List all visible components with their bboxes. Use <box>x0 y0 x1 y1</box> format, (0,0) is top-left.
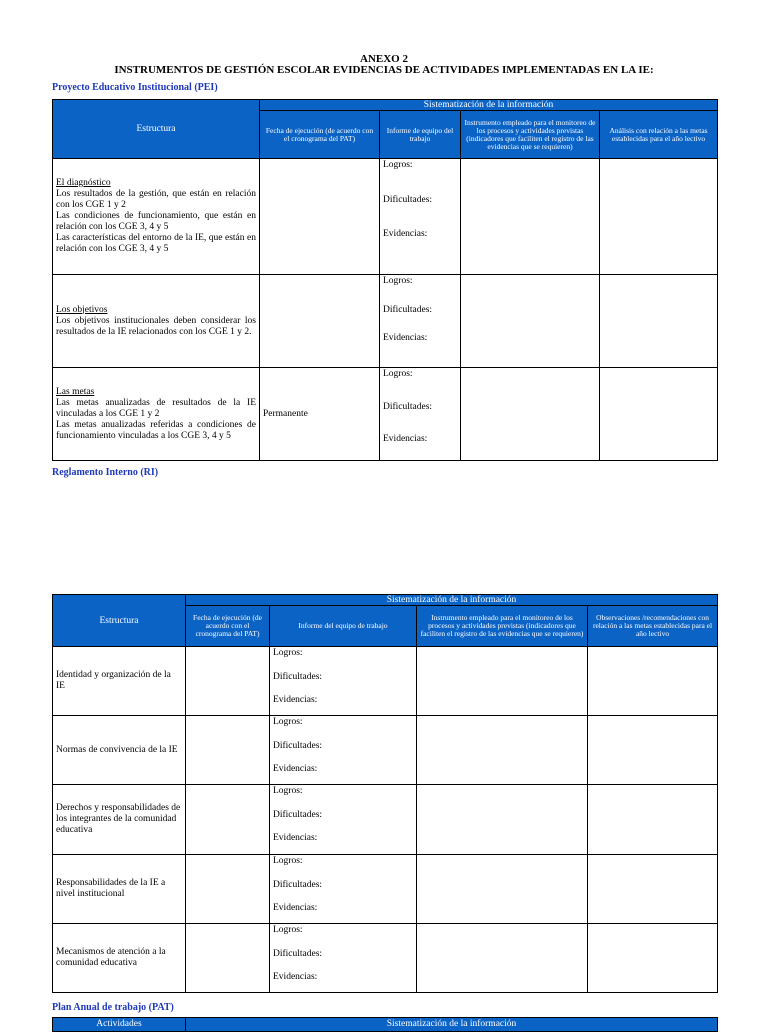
logros-label: Logros: <box>383 160 413 170</box>
pat-table <box>52 1017 718 1032</box>
dificultades-label: Dificultades: <box>273 740 323 751</box>
dificultades-label: Dificultades: <box>273 879 323 890</box>
ri-row-fecha <box>186 855 270 924</box>
pei-row-structure <box>53 275 260 368</box>
pei-row-title: Las metas <box>56 386 95 397</box>
ri-row-fecha <box>186 647 270 716</box>
pei-header-analisis: Análisis con relación a las metas establecidas para el año lectivo <box>600 111 718 159</box>
evidencias-label: Evidencias: <box>383 434 428 444</box>
document-title: INSTRUMENTOS DE GESTIÓN ESCOLAR EVIDENCIAS DE ACTIVIDADES IMPLEMENTADAS EN LA IE: <box>114 64 654 76</box>
pei-row-structure <box>53 159 260 275</box>
pei-row-structure <box>53 368 260 461</box>
table-row <box>53 275 718 368</box>
ri-row-structure: Mecanismos de atención a la comunidad educativa <box>53 924 186 993</box>
pei-row-instrumento <box>461 159 600 275</box>
ri-row-instrumento <box>417 924 588 993</box>
evidencias-label: Evidencias: <box>273 764 318 774</box>
logros-label: Logros: <box>383 369 413 379</box>
pei-row-analisis <box>600 275 718 368</box>
section-ri: Reglamento Interno (RI) <box>52 467 159 478</box>
section-pat: Plan Anual de trabajo (PAT) <box>52 1002 174 1013</box>
dificultades-label: Dificultades: <box>273 671 323 682</box>
ri-header-observaciones: Observaciones /recomendaciones con relación a las metas establecidas para el año lectivo <box>588 606 718 647</box>
pei-row-instrumento <box>461 275 600 368</box>
table-row <box>53 159 718 275</box>
evidencias-label: Evidencias: <box>273 695 318 705</box>
ri-row-observaciones <box>588 647 718 716</box>
ri-row-observaciones <box>588 855 718 924</box>
ri-row-structure: Derechos y responsabilidades de los integrantes de la comunidad educativa <box>53 785 186 855</box>
pei-header-estructura: Estructura <box>53 100 260 159</box>
pei-header-sistematizacion: Sistematización de la información <box>260 100 718 111</box>
pei-row-title: Los objetivos <box>56 304 108 315</box>
table-row <box>53 924 718 993</box>
pei-row-informe <box>380 159 461 275</box>
pei-row-analisis <box>600 159 718 275</box>
pei-header-instrumento: Instrumento empleado para el monitoreo de los procesos y actividades previstas (indicadores que faciliten el registro de las evidencias que se requieren) <box>461 111 600 159</box>
pei-row-text: Los objetivos institucionales deben considerar los resultados de la IE relacionados con los CGE 1 y 2. <box>56 315 256 337</box>
ri-row-informe <box>270 855 417 924</box>
evidencias-label: Evidencias: <box>273 833 318 843</box>
pei-row-text: Las metas anualizadas de resultados de la IE vinculadas a los CGE 1 y 2 Las metas anualizadas referidas a condiciones de funcionamiento vinculadas a los CGE 3, 4 y 5 <box>56 397 256 441</box>
pei-header-fecha: Fecha de ejecución (de acuerdo con el cronograma del PAT) <box>260 111 380 159</box>
pei-row-informe <box>380 275 461 368</box>
ri-row-instrumento <box>417 647 588 716</box>
dificultades-label: Dificultades: <box>273 809 323 820</box>
logros-label: Logros: <box>273 925 303 935</box>
pei-table <box>52 99 718 461</box>
pei-row-fecha: Permanente <box>260 368 380 461</box>
logros-label: Logros: <box>273 648 303 658</box>
ri-header-fecha: Fecha de ejecución (de acuerdo con el cronograma del PAT) <box>186 606 270 647</box>
dificultades-label: Dificultades: <box>383 304 433 315</box>
pei-row-instrumento <box>461 368 600 461</box>
logros-label: Logros: <box>273 717 303 727</box>
pei-row-fecha <box>260 275 380 368</box>
ri-row-structure: Normas de convivencia de la IE <box>53 716 186 785</box>
table-row <box>53 647 718 716</box>
evidencias-label: Evidencias: <box>273 903 318 913</box>
section-pei: Proyecto Educativo Institucional (PEI) <box>52 82 218 93</box>
dificultades-label: Dificultades: <box>383 401 433 412</box>
pei-header-informe: Informe de equipo del trabajo <box>380 111 461 159</box>
table-row <box>53 785 718 855</box>
annex-title: ANEXO 2 <box>360 53 408 65</box>
ri-row-observaciones <box>588 785 718 855</box>
logros-label: Logros: <box>273 856 303 866</box>
ri-row-informe <box>270 924 417 993</box>
ri-row-observaciones <box>588 924 718 993</box>
ri-header-informe: Informe del equipo de trabajo <box>270 606 417 647</box>
pei-row-title: El diagnóstico <box>56 178 111 188</box>
ri-row-informe <box>270 647 417 716</box>
ri-row-fecha <box>186 924 270 993</box>
ri-row-fecha <box>186 716 270 785</box>
ri-row-fecha <box>186 785 270 855</box>
pei-row-fecha <box>260 159 380 275</box>
ri-row-informe <box>270 785 417 855</box>
table-row <box>53 368 718 461</box>
pei-row-informe <box>380 368 461 461</box>
evidencias-label: Evidencias: <box>273 972 318 982</box>
dificultades-label: Dificultades: <box>383 194 433 205</box>
pei-row-text: Los resultados de la gestión, que están en relación con los CGE 1 y 2 Las condiciones de funcionamiento, que están en relación con los CGE 3, 4 y 5 Las características del entorno de la IE, que están en relación con los CGE 3, 4 y 5 <box>56 189 256 254</box>
ri-row-instrumento <box>417 785 588 855</box>
logros-label: Logros: <box>273 786 303 796</box>
ri-row-structure: Identidad y organización de la IE <box>53 647 186 716</box>
table-row <box>53 716 718 785</box>
ri-header-estructura: Estructura <box>53 595 186 647</box>
pei-row-analisis <box>600 368 718 461</box>
evidencias-label: Evidencias: <box>383 333 428 343</box>
dificultades-label: Dificultades: <box>273 948 323 959</box>
ri-table <box>52 594 718 993</box>
ri-row-structure: Responsabilidades de la IE a nivel institucional <box>53 855 186 924</box>
logros-label: Logros: <box>383 276 413 286</box>
ri-header-sistematizacion: Sistematización de la información <box>186 595 718 606</box>
ri-row-instrumento <box>417 855 588 924</box>
pat-header-actividades: Actividades <box>53 1018 186 1032</box>
ri-header-instrumento: Instrumento empleado para el monitoreo de los procesos y actividades previstas (indicadores que faciliten el registro de las evidencias que se requieren) <box>417 606 588 647</box>
pat-header-sistematizacion: Sistematización de la información <box>186 1018 718 1032</box>
evidencias-label: Evidencias: <box>383 229 428 239</box>
table-row <box>53 855 718 924</box>
ri-row-instrumento <box>417 716 588 785</box>
ri-row-observaciones <box>588 716 718 785</box>
ri-row-informe <box>270 716 417 785</box>
